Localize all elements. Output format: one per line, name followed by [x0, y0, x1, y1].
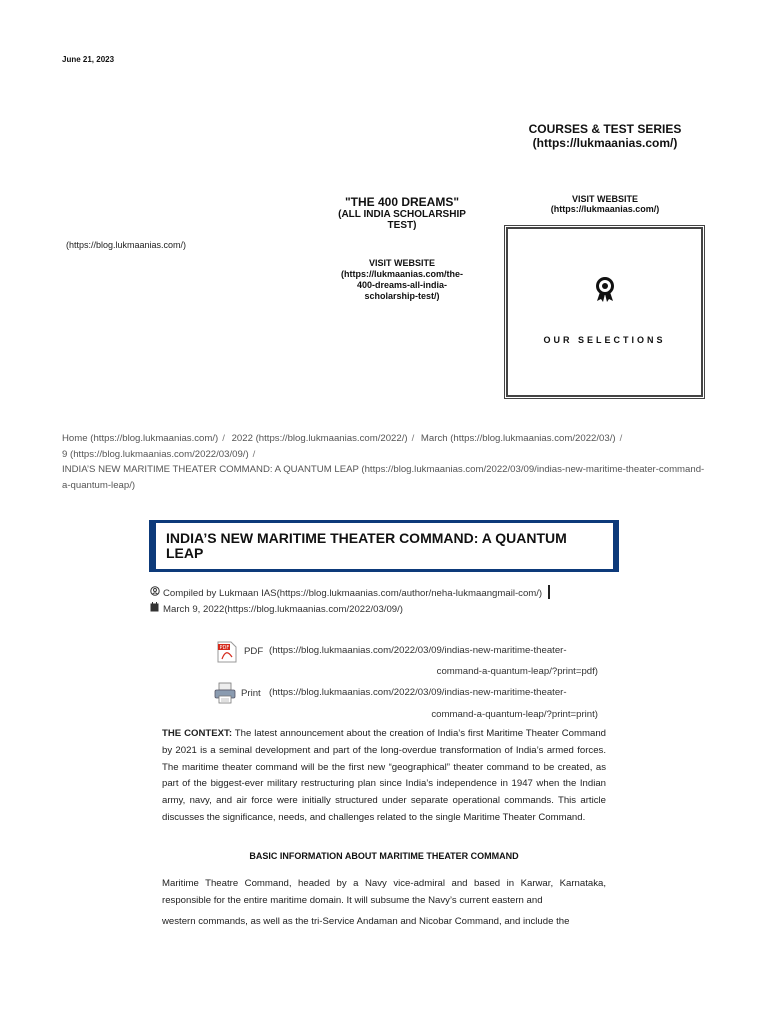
- author-link[interactable]: Compiled by Lukmaan IAS(https://blog.lukmaanias.com/author/neha-lukmaangmail-com/): [163, 588, 543, 599]
- printer-icon[interactable]: [214, 682, 236, 709]
- dreams-title: "THE 400 DREAMS": [344, 195, 460, 209]
- visit-website-url: (https://lukmaanias.com/): [550, 204, 660, 214]
- dreams-visit-url2: 400-dreams-all-india-: [356, 280, 448, 290]
- article-title-box: [149, 520, 619, 572]
- award-ribbon-icon: [594, 277, 616, 303]
- pdf-url-line2[interactable]: command-a-quantum-leap/?print=pdf): [436, 666, 598, 677]
- visit-website-label: VISIT WEBSITE: [571, 194, 638, 204]
- breadcrumb-day[interactable]: 9 (https://blog.lukmaanias.com/2022/03/09/): [62, 448, 249, 460]
- pdf-file-icon[interactable]: [216, 641, 238, 668]
- date-meta: [149, 602, 403, 615]
- context-text: The latest announcement about the creation of India’s first Maritime Theater Command by 2021 is a seminal development and part of the long-overdue transformation of India’s armed forces. The maritime theater command will be the first new “geographical” theater command to be created, as part of the biggest-ever military restructuring plan since India’s independence in 1947 when the Indian army, navy, and air force were initially structured under separate operational commands. This article discusses the significance, needs, and challenges related to the single Maritime Theater Command.: [162, 728, 606, 823]
- meta-divider: [548, 585, 550, 599]
- breadcrumb-current[interactable]: INDIA’S NEW MARITIME THEATER COMMAND: A QUANTUM LEAP (https://blog.lukmaanias.com/2022/03/09/indias-new-maritime-theater-command-a-quantum-leap/): [62, 464, 705, 491]
- print-url-line1[interactable]: (https://blog.lukmaanias.com/2022/03/09/indias-new-maritime-theater-: [269, 687, 567, 698]
- pdf-label[interactable]: PDF: [244, 646, 264, 657]
- dreams-subtitle-line1: (ALL INDIA SCHOLARSHIP: [338, 209, 466, 220]
- dreams-subtitle-line2: TEST): [387, 220, 417, 231]
- dreams-visit-label: VISIT WEBSITE: [368, 258, 435, 268]
- breadcrumb-separator: /: [619, 433, 623, 444]
- calendar-icon: [149, 602, 160, 615]
- section-heading: BASIC INFORMATION ABOUT MARITIME THEATER COMMAND: [249, 851, 519, 861]
- article-paragraph-continued: western commands, as well as the tri-Service Andaman and Nicobar Command, and include the: [162, 916, 570, 927]
- article-context: [162, 726, 606, 827]
- breadcrumb-separator: /: [252, 448, 256, 460]
- our-selections-label: OUR SELECTIONS: [543, 335, 666, 345]
- dreams-visit-link[interactable]: [318, 258, 486, 302]
- dreams-visit-url3: scholarship-test/): [364, 291, 440, 301]
- breadcrumb-year[interactable]: 2022 (https://blog.lukmaanias.com/2022/): [231, 433, 408, 444]
- article-paragraph: Maritime Theatre Command, headed by a Navy vice-admiral and based in Karwar, Karnataka, responsible for the entire maritime domain. It will subsume the Navy’s current eastern and: [162, 878, 606, 906]
- courses-url: (https://lukmaanias.com/): [532, 136, 678, 150]
- blog-home-link[interactable]: (https://blog.lukmaanias.com/): [66, 240, 187, 250]
- post-date: June 21, 2023: [62, 55, 115, 64]
- courses-title: COURSES & TEST SERIES: [528, 122, 682, 136]
- dreams-visit-url1: (https://lukmaanias.com/the-: [340, 269, 464, 279]
- breadcrumb-separator: /: [411, 433, 415, 444]
- breadcrumb: [62, 431, 712, 493]
- breadcrumb-month[interactable]: March (https://blog.lukmaanias.com/2022/03/): [420, 433, 616, 444]
- visit-website-link[interactable]: [530, 194, 680, 214]
- our-selections-card[interactable]: [506, 227, 703, 397]
- context-label: THE CONTEXT:: [162, 728, 233, 739]
- print-label[interactable]: Print: [241, 688, 261, 699]
- dreams-promo: [318, 196, 486, 231]
- date-link[interactable]: March 9, 2022(https://blog.lukmaanias.com/2022/03/09/): [163, 604, 403, 615]
- user-circle-icon: [149, 586, 160, 599]
- breadcrumb-home[interactable]: Home (https://blog.lukmaanias.com/): [62, 433, 219, 444]
- article-title: INDIA’S NEW MARITIME THEATER COMMAND: A QUANTUM LEAP: [166, 530, 567, 561]
- breadcrumb-separator: /: [222, 433, 225, 444]
- author-meta: [149, 585, 550, 599]
- courses-link[interactable]: [520, 122, 690, 150]
- pdf-url-line1[interactable]: (https://blog.lukmaanias.com/2022/03/09/indias-new-maritime-theater-: [269, 645, 567, 656]
- print-url-line2[interactable]: command-a-quantum-leap/?print=print): [431, 709, 598, 720]
- svg-text:PDF: PDF: [219, 645, 230, 651]
